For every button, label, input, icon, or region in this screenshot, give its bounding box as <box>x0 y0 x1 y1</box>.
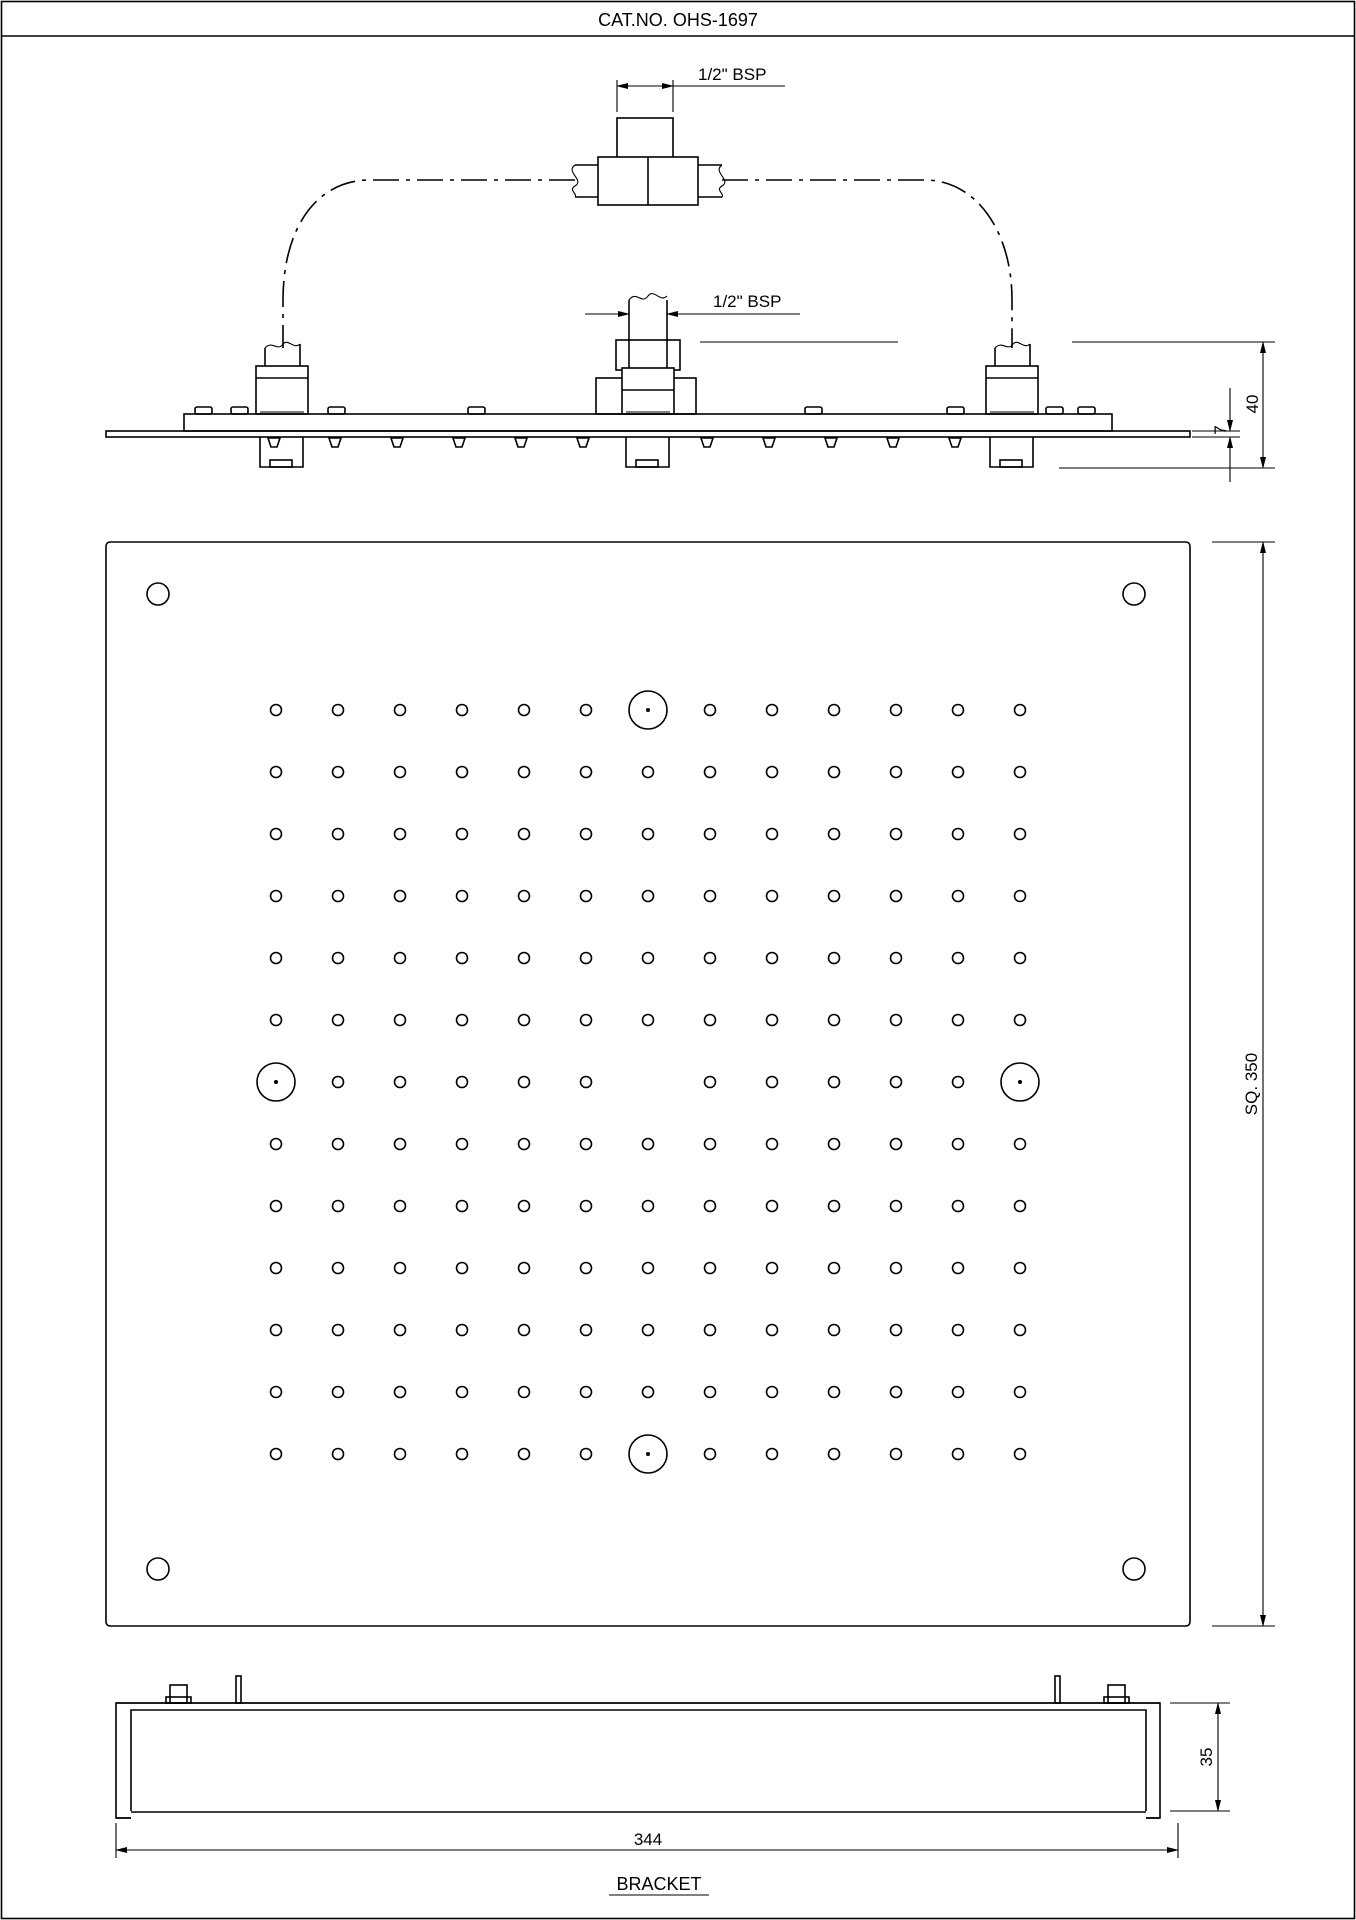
nozzle-hole <box>395 1263 406 1274</box>
nozzle-hole <box>333 1201 344 1212</box>
nozzle-hole <box>829 1449 840 1460</box>
nozzle-hole <box>891 953 902 964</box>
nozzle-hole <box>767 829 778 840</box>
hose-left-line <box>283 180 575 348</box>
nozzle-hole <box>767 1139 778 1150</box>
nozzle-hole <box>333 1139 344 1150</box>
nozzle-hole <box>705 891 716 902</box>
nozzle-hole <box>333 1325 344 1336</box>
nozzle-hole <box>953 767 964 778</box>
top-inlet-fitting <box>572 118 725 205</box>
corner-hole-top-left <box>147 583 169 605</box>
nozzle-hole <box>395 1387 406 1398</box>
nozzle-hole <box>519 1201 530 1212</box>
dim-35-label: 35 <box>1197 1747 1216 1767</box>
side-view <box>106 65 1275 482</box>
nozzle-hole <box>333 1077 344 1088</box>
dim-7-label: 7 <box>1211 425 1230 435</box>
nozzle-hole <box>395 1015 406 1026</box>
nozzle-hole <box>395 767 406 778</box>
right-hose-nut <box>986 342 1038 414</box>
nozzle-hole <box>891 1449 902 1460</box>
nozzle-hole <box>891 1139 902 1150</box>
nozzle-hole <box>581 829 592 840</box>
nozzle-hole <box>271 1015 282 1026</box>
nozzle-hole <box>333 953 344 964</box>
nozzle-hole <box>333 891 344 902</box>
nozzle-hole <box>1015 1387 1026 1398</box>
face-plate <box>106 431 1190 437</box>
dim-square <box>1212 542 1275 1626</box>
nozzle-hole <box>953 1387 964 1398</box>
nozzle-hole <box>953 1139 964 1150</box>
nozzle-hole <box>395 1139 406 1150</box>
nozzle-hole <box>1015 891 1026 902</box>
nozzle-hole <box>333 1015 344 1026</box>
nozzle-hole <box>953 891 964 902</box>
nozzle-hole <box>643 829 654 840</box>
nozzle-hole <box>953 1449 964 1460</box>
nozzle-hole <box>1015 1449 1026 1460</box>
nozzle-hole <box>271 705 282 716</box>
nozzle-hole <box>519 1325 530 1336</box>
nozzle-hole <box>395 953 406 964</box>
nozzle-hole <box>829 1139 840 1150</box>
nozzle-hole <box>395 1325 406 1336</box>
dim-40-label: 40 <box>1243 394 1262 414</box>
plate-outline <box>106 542 1190 1626</box>
nozzle-hole <box>705 1015 716 1026</box>
nozzle-hole <box>891 1077 902 1088</box>
nozzle-hole <box>271 1201 282 1212</box>
plate-pockets <box>260 437 1033 467</box>
nozzle-hole <box>767 1263 778 1274</box>
corner-hole-bottom-left <box>147 1558 169 1580</box>
nozzle-hole <box>581 1139 592 1150</box>
nozzle-hole <box>1015 767 1026 778</box>
nozzle-hole <box>457 1387 468 1398</box>
nozzle-hole <box>519 1387 530 1398</box>
nozzle-hole <box>581 1015 592 1026</box>
left-hose-nut <box>256 342 308 414</box>
nozzle-hole <box>953 1201 964 1212</box>
inlet-centre-dot <box>274 1080 278 1084</box>
nozzle-hole <box>1015 829 1026 840</box>
nozzle-hole <box>643 1201 654 1212</box>
nozzle-hole <box>705 1139 716 1150</box>
dim-centre-inlet <box>585 292 898 342</box>
nozzle-hole <box>457 1263 468 1274</box>
nozzle-hole <box>1015 705 1026 716</box>
nozzle-hole <box>271 953 282 964</box>
nozzle-hole <box>271 767 282 778</box>
nozzle-hole <box>519 1263 530 1274</box>
nozzle-hole <box>581 953 592 964</box>
nozzle-hole <box>643 1387 654 1398</box>
nozzle-hole <box>333 767 344 778</box>
nozzle-hole <box>891 891 902 902</box>
nozzle-hole <box>271 1139 282 1150</box>
inlet-centre-dot <box>646 708 650 712</box>
nozzle-hole <box>953 1077 964 1088</box>
bracket-caption: BRACKET <box>616 1874 702 1894</box>
left-stud <box>166 1685 191 1703</box>
nozzle-hole <box>829 1201 840 1212</box>
nozzle-hole <box>457 1077 468 1088</box>
nozzle-hole <box>333 705 344 716</box>
nozzle-hole <box>581 1325 592 1336</box>
dim-344-label: 344 <box>633 1830 663 1849</box>
nozzle-hole <box>767 1449 778 1460</box>
nozzle-hole <box>891 1387 902 1398</box>
nozzle-hole <box>643 1139 654 1150</box>
nozzle-hole <box>767 767 778 778</box>
nozzle-hole <box>1015 1263 1026 1274</box>
nozzle-hole <box>643 1015 654 1026</box>
nozzle-hole <box>891 1201 902 1212</box>
nozzle-hole <box>519 1449 530 1460</box>
nozzle-hole <box>333 1263 344 1274</box>
nozzle-hole <box>767 705 778 716</box>
nozzle-hole <box>829 767 840 778</box>
nozzle-hole <box>767 1201 778 1212</box>
nozzle-hole <box>891 1263 902 1274</box>
right-stud <box>1104 1685 1129 1703</box>
nozzle-hole <box>953 829 964 840</box>
nozzle-hole <box>581 1077 592 1088</box>
nozzle-hole <box>457 1015 468 1026</box>
bracket-view <box>116 1676 1230 1895</box>
centre-inlet-fitting <box>596 294 696 414</box>
hose-right-line <box>722 180 1012 348</box>
nozzle-hole <box>519 1015 530 1026</box>
nozzle-hole <box>333 1449 344 1460</box>
dim-heights <box>1059 342 1275 482</box>
nozzle-hole <box>953 705 964 716</box>
nozzle-hole <box>767 1015 778 1026</box>
inlet-centre-dot <box>1018 1080 1022 1084</box>
nozzle-hole <box>1015 1139 1026 1150</box>
nozzle-hole <box>891 829 902 840</box>
dim-sq350-label: SQ. 350 <box>1242 1052 1261 1116</box>
nozzle-hole <box>457 1449 468 1460</box>
nozzle-hole <box>519 953 530 964</box>
nozzle-hole <box>271 891 282 902</box>
corner-hole-top-right <box>1123 583 1145 605</box>
nozzle-hole <box>519 705 530 716</box>
nozzle-hole <box>829 829 840 840</box>
centre-inlet-label: 1/2" BSP <box>713 292 782 311</box>
nozzle-hole <box>581 767 592 778</box>
corner-hole-bottom-right <box>1123 1558 1145 1580</box>
nozzle-hole <box>829 705 840 716</box>
nozzle-hole <box>1015 953 1026 964</box>
nozzle-hole <box>643 891 654 902</box>
nozzle-hole <box>457 891 468 902</box>
nozzle-hole <box>829 1077 840 1088</box>
nozzle-hole <box>581 891 592 902</box>
nozzle-hole <box>271 829 282 840</box>
nozzle-hole <box>457 1325 468 1336</box>
right-tab <box>1055 1676 1060 1703</box>
nozzle-hole <box>705 1077 716 1088</box>
catalog-number: CAT.NO. OHS-1697 <box>598 10 758 30</box>
nozzle-hole <box>829 1015 840 1026</box>
nozzle-hole <box>891 705 902 716</box>
nozzle-hole <box>519 1077 530 1088</box>
nozzle-hole <box>705 829 716 840</box>
nozzle-hole <box>705 1449 716 1460</box>
nozzle-hole <box>457 705 468 716</box>
top-inlet-label: 1/2" BSP <box>698 65 767 84</box>
plan-view <box>106 542 1275 1626</box>
nozzle-hole <box>395 1449 406 1460</box>
nozzle-hole <box>395 1077 406 1088</box>
nozzle-hole <box>829 953 840 964</box>
nozzle-hole <box>767 1325 778 1336</box>
nozzle-hole <box>271 1325 282 1336</box>
title-block <box>2 2 1355 1919</box>
nozzle-hole <box>829 1325 840 1336</box>
nozzle-hole <box>519 891 530 902</box>
nozzle-hole <box>953 953 964 964</box>
nozzle-hole <box>1015 1015 1026 1026</box>
nozzle-hole <box>705 1263 716 1274</box>
nozzle-hole <box>271 1263 282 1274</box>
inlet-centre-dot <box>646 1452 650 1456</box>
nozzle-hole <box>457 953 468 964</box>
nozzle-hole <box>519 829 530 840</box>
nozzle-hole <box>891 1015 902 1026</box>
nozzle-hole <box>457 1139 468 1150</box>
nozzle-hole <box>643 1325 654 1336</box>
nozzle-hole <box>891 1325 902 1336</box>
nozzle-hole <box>395 829 406 840</box>
nozzle-hole <box>643 953 654 964</box>
nozzle-hole <box>643 1263 654 1274</box>
nozzle-hole <box>705 953 716 964</box>
nozzle-hole <box>519 1139 530 1150</box>
nozzle-hole <box>581 1263 592 1274</box>
nozzle-hole <box>333 1387 344 1398</box>
nozzle-hole <box>767 1387 778 1398</box>
nozzle-hole <box>953 1015 964 1026</box>
nozzle-hole <box>829 1387 840 1398</box>
nozzle-hole <box>829 891 840 902</box>
nozzle-hole <box>1015 1325 1026 1336</box>
nozzle-hole <box>705 705 716 716</box>
dim-top-inlet <box>617 65 785 112</box>
nozzle-hole <box>643 767 654 778</box>
nozzle-hole <box>767 1077 778 1088</box>
side-nozzles <box>268 438 961 447</box>
shower-body <box>184 414 1112 431</box>
nozzle-hole <box>705 767 716 778</box>
nozzle-hole <box>519 767 530 778</box>
nozzle-hole <box>767 953 778 964</box>
nozzle-hole <box>395 891 406 902</box>
nozzle-hole <box>705 1387 716 1398</box>
nozzle-hole <box>271 1449 282 1460</box>
nozzle-hole <box>457 829 468 840</box>
nozzle-hole <box>581 1387 592 1398</box>
nozzle-hole <box>271 1387 282 1398</box>
nozzle-hole <box>581 705 592 716</box>
nozzle-hole <box>333 829 344 840</box>
dim-bracket-width <box>116 1823 1178 1858</box>
nozzle-hole <box>1015 1201 1026 1212</box>
nozzle-hole <box>705 1325 716 1336</box>
nozzle-grid <box>257 691 1039 1473</box>
nozzle-hole <box>581 1201 592 1212</box>
left-tab <box>236 1676 241 1703</box>
nozzle-hole <box>395 705 406 716</box>
nozzle-hole <box>953 1325 964 1336</box>
nozzle-hole <box>581 1449 592 1460</box>
nozzle-hole <box>705 1201 716 1212</box>
dim-bracket-height <box>1170 1703 1230 1811</box>
nozzle-hole <box>953 1263 964 1274</box>
nozzle-hole <box>829 1263 840 1274</box>
nozzle-hole <box>457 767 468 778</box>
nozzle-hole <box>767 891 778 902</box>
nozzle-hole <box>891 767 902 778</box>
nozzle-hole <box>395 1201 406 1212</box>
nozzle-hole <box>457 1201 468 1212</box>
